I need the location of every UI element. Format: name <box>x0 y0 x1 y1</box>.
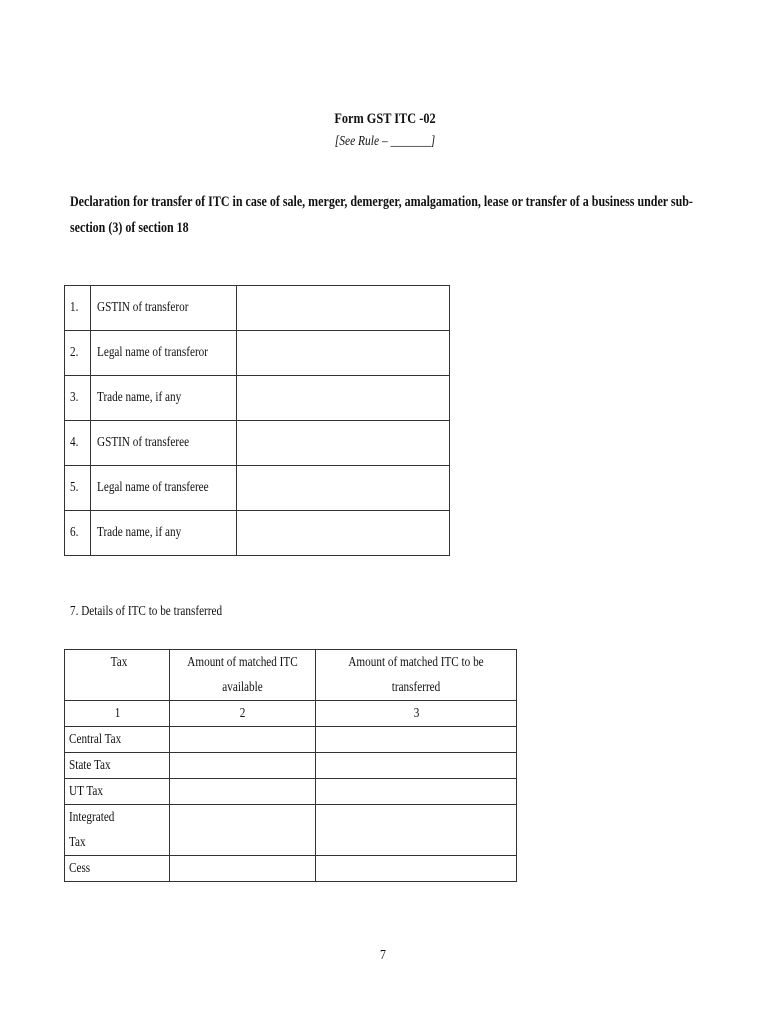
tax-label: State Tax <box>65 753 170 779</box>
column-header: Amount of matched ITC to be transferred <box>316 650 517 701</box>
field-label: Trade name, if any <box>90 511 237 556</box>
available-amount-field[interactable] <box>170 727 316 753</box>
tax-label: Integrated Tax <box>65 805 170 856</box>
transferred-amount-field[interactable] <box>316 727 517 753</box>
table-header-row <box>65 650 517 701</box>
declaration-heading: Declaration for transfer of ITC in case of sale, merger, demerger, amalgamation, lease or transfer of a business under sub-section (3) of section 18 <box>70 194 693 236</box>
table-row <box>65 511 450 556</box>
table-row <box>65 805 517 856</box>
table-row <box>65 376 450 421</box>
field-label: Legal name of transferor <box>90 331 237 376</box>
table-row <box>65 331 450 376</box>
row-number: 3. <box>65 376 91 421</box>
available-amount-field[interactable] <box>170 805 316 856</box>
gstin-transferor-field[interactable] <box>237 286 450 331</box>
column-header: Tax <box>65 650 170 701</box>
form-title: Form GST ITC -02 <box>334 111 436 127</box>
row-number: 6. <box>65 511 91 556</box>
tax-label: Cess <box>65 856 170 882</box>
table-row <box>65 727 517 753</box>
tax-label: UT Tax <box>65 779 170 805</box>
itc-section-title: 7. Details of ITC to be transferred <box>70 604 223 619</box>
trade-name-transferor-field[interactable] <box>237 376 450 421</box>
party-details-table <box>64 285 450 556</box>
row-number: 2. <box>65 331 91 376</box>
table-row <box>65 779 517 805</box>
column-number-row <box>65 701 517 727</box>
transferred-amount-field[interactable] <box>316 856 517 882</box>
legal-name-transferor-field[interactable] <box>237 331 450 376</box>
column-number: 3 <box>316 701 517 727</box>
table-row <box>65 753 517 779</box>
row-number: 5. <box>65 466 91 511</box>
transferred-amount-field[interactable] <box>316 753 517 779</box>
field-label: Legal name of transferee <box>90 466 237 511</box>
column-number: 2 <box>170 701 316 727</box>
available-amount-field[interactable] <box>170 779 316 805</box>
column-header: Amount of matched ITC available <box>170 650 316 701</box>
page-number: 7 <box>380 948 386 963</box>
tax-label: Central Tax <box>65 727 170 753</box>
form-rule-reference: [See Rule – _______] <box>334 134 436 149</box>
table-row <box>65 286 450 331</box>
transferred-amount-field[interactable] <box>316 779 517 805</box>
gstin-transferee-field[interactable] <box>237 421 450 466</box>
table-row <box>65 466 450 511</box>
table-row <box>65 421 450 466</box>
legal-name-transferee-field[interactable] <box>237 466 450 511</box>
column-number: 1 <box>65 701 170 727</box>
available-amount-field[interactable] <box>170 856 316 882</box>
field-label: Trade name, if any <box>90 376 237 421</box>
trade-name-transferee-field[interactable] <box>237 511 450 556</box>
available-amount-field[interactable] <box>170 753 316 779</box>
field-label: GSTIN of transferee <box>90 421 237 466</box>
itc-details-table <box>64 649 517 882</box>
table-row <box>65 856 517 882</box>
row-number: 1. <box>65 286 91 331</box>
transferred-amount-field[interactable] <box>316 805 517 856</box>
row-number: 4. <box>65 421 91 466</box>
field-label: GSTIN of transferor <box>90 286 237 331</box>
